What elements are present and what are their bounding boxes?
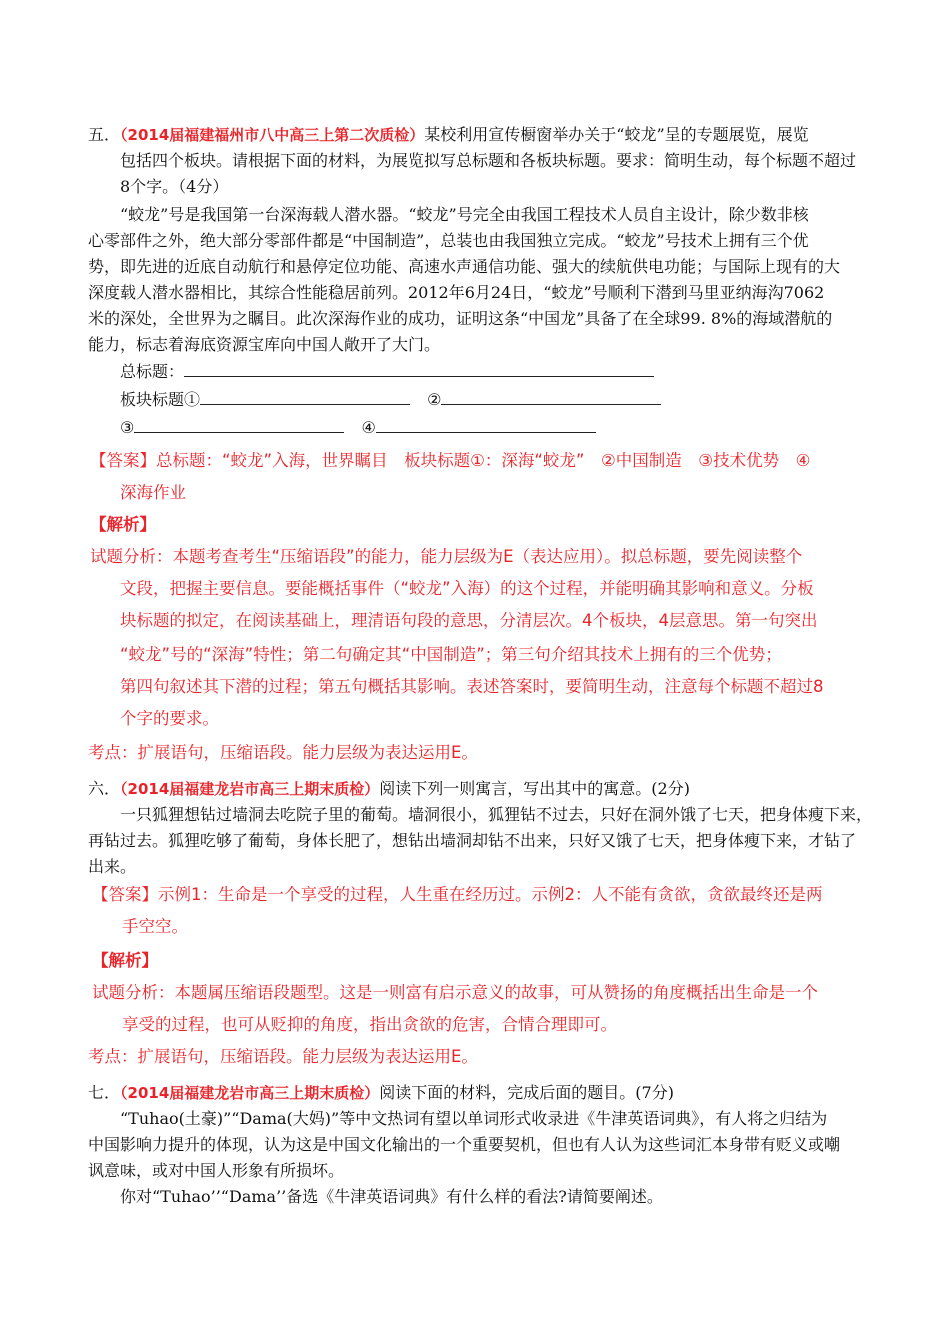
q7-passage-line: 讽意味，或对中国人形象有所损坏。	[88, 1161, 345, 1180]
q5-block-title-row	[120, 388, 661, 411]
q5-stem-line1	[88, 124, 809, 146]
q6-source: （2014届福建龙岩市高三上期末质检）	[120, 780, 380, 798]
total-title-label: 总标题：	[120, 362, 185, 381]
block-4-blank[interactable]	[376, 416, 596, 433]
q6-passage-line: 一只狐狸想钻过墙洞去吃院子里的葡萄。墙洞很小，狐狸钻不过去，只好在洞外饿了七天，把身体瘦下来，	[120, 805, 873, 824]
q5-analysis-line: 文段，把握主要信息。要能概括事件（“蛟龙”入海）的这个过程，并能明确其影响和意义。分板	[120, 579, 814, 598]
q5-passage-line: “蛟龙”号是我国第一台深海载人潜水器。“蛟龙”号完全由我国工程技术人员自主设计，除少数非核	[120, 205, 809, 224]
q5-analysis-line: “蛟龙”号的“深海”特性；第二句确定其“中国制造”；第三句介绍其技术上拥有的三个优势；	[120, 645, 782, 664]
q6-analysis-line: 试题分析：本题属压缩语段题型。这是一则富有启示意义的故事，可从赞扬的角度概括出生命是一个	[92, 983, 818, 1002]
q5-analysis-line: 块标题的拟定，在阅读基础上，理清语句段的意思，分清层次。4个板块，4层意思。第一句突出	[120, 611, 818, 630]
q5-stem-line3: 8个字。（4分）	[120, 177, 229, 196]
q5-stem: 某校利用宣传橱窗举办关于“蛟龙”呈的专题展览，展览	[424, 125, 809, 144]
q6-kaodian: 考点：扩展语句，压缩语段。能力层级为表达运用E。	[88, 1047, 478, 1066]
block-title-label: 板块标题①	[120, 390, 201, 409]
block-2-blank[interactable]	[441, 388, 661, 405]
q5-kaodian: 考点：扩展语句，压缩语段。能力层级为表达运用E。	[88, 743, 478, 762]
q7-passage-line: 中国影响力提升的体现，认为这是中国文化输出的一个重要契机，但也有人认为这些词汇本身带有贬义或嘲	[88, 1135, 841, 1154]
circle-2: ②	[427, 390, 442, 409]
q5-stem-line2: 包括四个板块。请根据下面的材料，为展览拟写总标题和各板块标题。要求：简明生动，每个标题不超过	[120, 151, 857, 170]
q7-passage-line: “Tuhao(土豪)”“Dama(大妈)”等中文热词有望以单词形式收录进《牛津英语词典》，有人将之归结为	[120, 1109, 828, 1128]
q5-answer-line1: 【答案】总标题：“蛟龙”入海，世界瞩目 板块标题①：深海“蛟龙” ②中国制造 ③技术优势 ④	[90, 451, 811, 470]
q5-passage-line: 深度载人潜水器相比，其综合性能稳居前列。2012年6月24日，“蛟龙”号顺利下潜到马里亚纳海沟7062	[88, 283, 825, 302]
q6-answer-line1: 【答案】示例1：生命是一个享受的过程，人生重在经历过。示例2：人不能有贪欲，贪欲最终还是两	[92, 885, 823, 904]
q6-passage-line: 出来。	[88, 857, 137, 876]
q6-number: 六．	[88, 779, 121, 798]
total-title-blank[interactable]	[184, 360, 654, 377]
q7-passage-line: 你对“Tuhao’’“Dama’’备选《牛津英语词典》有什么样的看法?请简要阐述。	[120, 1187, 663, 1206]
q5-analysis-line: 个字的要求。	[120, 709, 219, 728]
q5-answer-line2: 深海作业	[120, 483, 186, 502]
block-1-blank[interactable]	[200, 388, 410, 405]
q6-stem-text: 阅读下列一则寓言，写出其中的寓意。(2分)	[379, 779, 690, 798]
q5-passage-line: 能力，标志着海底资源宝库向中国人敞开了大门。	[88, 335, 441, 354]
q7-stem	[88, 1082, 674, 1104]
block-3-blank[interactable]	[134, 416, 344, 433]
q6-passage-line: 再钻过去。狐狸吃够了葡萄，身体长肥了，想钻出墙洞却钻不出来，只好又饿了七天，把身体瘦下来，才钻了	[88, 831, 857, 850]
q6-analysis-tag: 【解析】	[92, 951, 158, 970]
q7-number: 七．	[88, 1083, 121, 1102]
q5-analysis-tag: 【解析】	[90, 515, 156, 534]
q6-analysis-line: 享受的过程，也可从贬抑的角度，指出贪欲的危害，合情合理即可。	[122, 1015, 617, 1034]
circle-4: ④	[361, 418, 376, 437]
q5-total-title-row	[120, 360, 654, 383]
q6-stem	[88, 778, 690, 800]
q7-source: （2014届福建龙岩市高三上期末质检）	[120, 1084, 380, 1102]
q5-passage-line: 米的深处，全世界为之瞩目。此次深海作业的成功，证明这条“中国龙”具备了在全球99. 8%的海域潜航的	[88, 309, 833, 328]
circle-3: ③	[120, 418, 135, 437]
q5-analysis-line: 第四句叙述其下潜的过程；第五句概括其影响。表述答案时，要简明生动，注意每个标题不超过8	[120, 677, 824, 696]
q5-source: （2014届福建福州市八中高三上第二次质检）	[120, 126, 425, 144]
q5-analysis-line: 试题分析：本题考查考生“压缩语段”的能力，能力层级为E（表达应用）。拟总标题，要先阅读整个	[90, 547, 803, 566]
q5-block-title-row2	[120, 416, 596, 439]
q5-passage-line: 心零部件之外，绝大部分零部件都是“中国制造”，总装也由我国独立完成。“蛟龙”号技术上拥有三个优	[88, 231, 809, 250]
q5-passage-line: 势，即先进的近底自动航行和悬停定位功能、高速水声通信功能、强大的续航供电功能；与国际上现有的大	[88, 257, 841, 276]
q5-number: 五．	[88, 125, 121, 144]
q6-answer-line2: 手空空。	[122, 917, 188, 936]
q7-stem-text: 阅读下面的材料，完成后面的题目。(7分)	[379, 1083, 674, 1102]
